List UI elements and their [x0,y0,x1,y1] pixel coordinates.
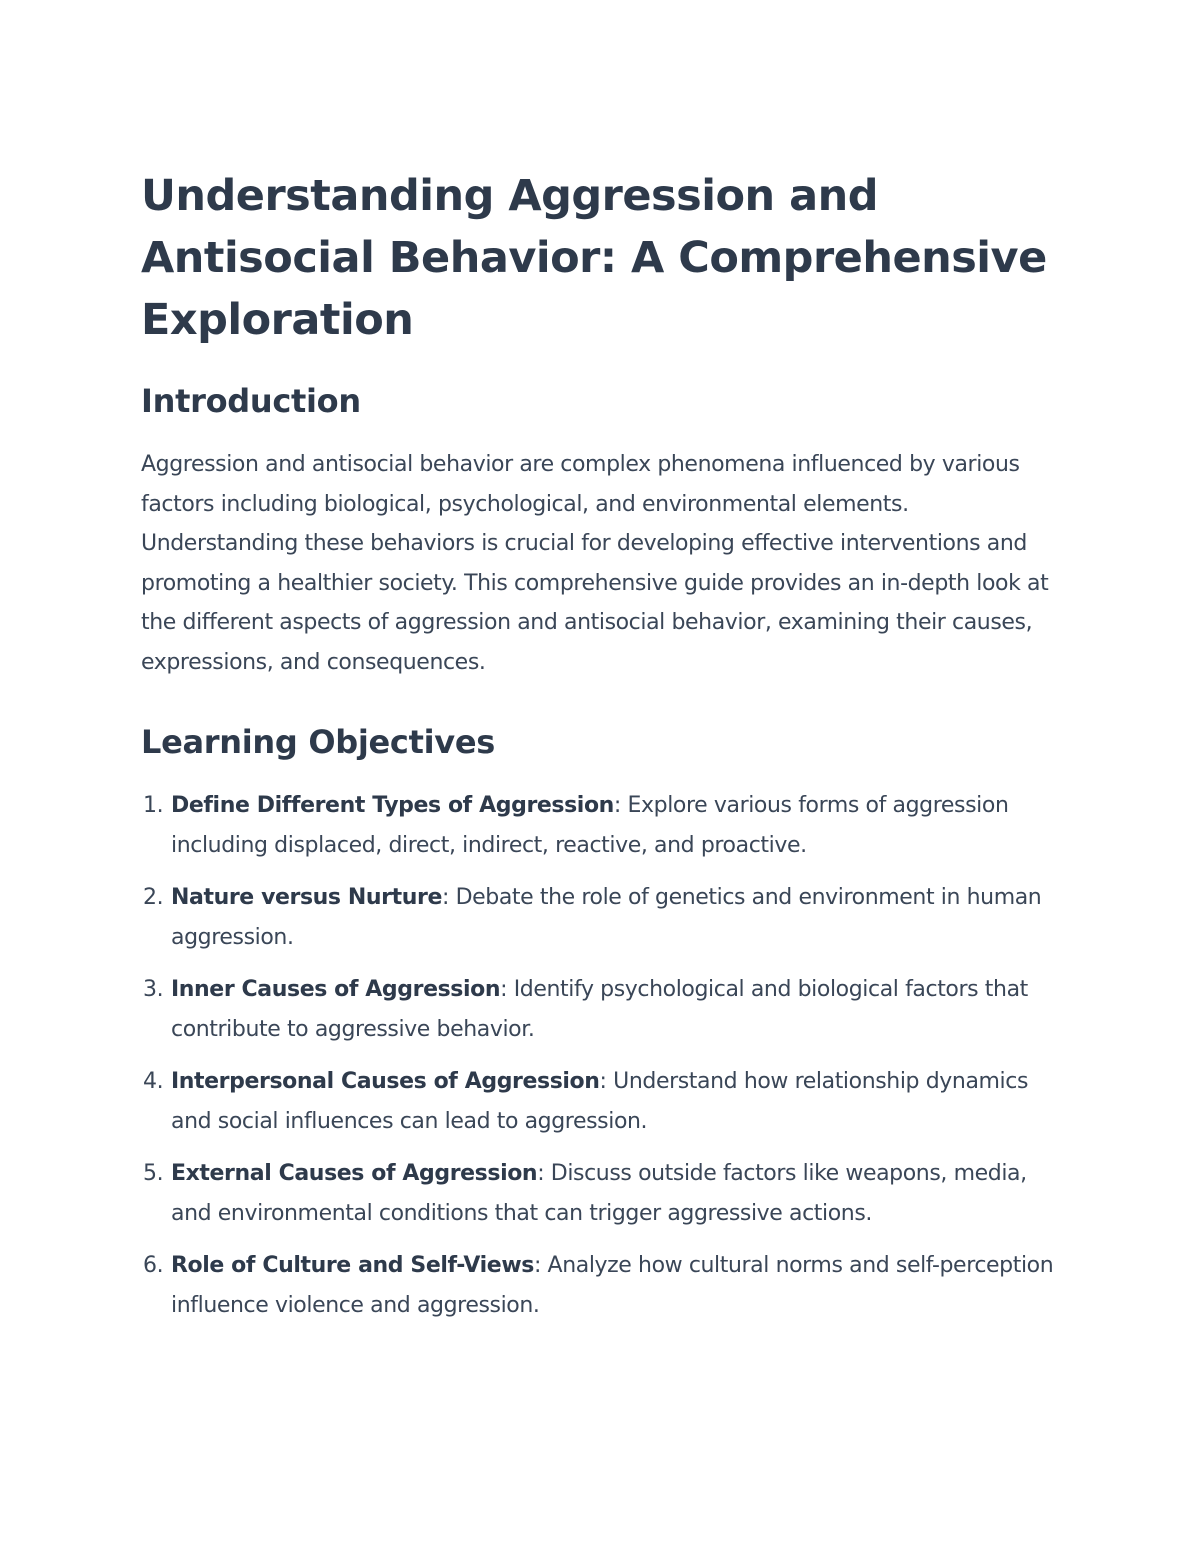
objectives-heading: Learning Objectives [141,723,495,761]
list-item-number: 3. [143,977,164,1002]
introduction-paragraph: Aggression and antisocial behavior are complex phenomena influenced by various factors including biological, psychological, and environmental elements. Understanding these behaviors is crucial for developing effective interventions and promoting a healthier society. This comprehensive guide provides an in-depth look at the different aspects of aggression and antisocial behavior, examining their causes, expressions, and consequences. [141,452,1049,675]
list-item [141,878,1066,957]
introduction-section [141,379,1066,682]
list-item [141,1246,1066,1325]
list-item-term: Role of Culture and Self-Views [171,1253,534,1278]
list-item [141,970,1066,1049]
list-item-term: Inner Causes of Aggression [171,977,501,1002]
list-item-text: : Debate the role of genetics and environment in human aggression. [171,885,1042,950]
list-item-term: Define Different Types of Aggression [171,793,614,818]
list-item-term: Interpersonal Causes of Aggression [171,1069,600,1094]
list-item-number: 1. [143,793,164,818]
list-item-text: : Identify psychological and biological factors that contribute to aggressive behavior. [171,977,1028,1042]
list-item-number: 5. [143,1161,164,1186]
list-item-term: Nature versus Nurture [171,885,442,910]
list-item [141,1154,1066,1233]
objectives-list [141,786,1066,1325]
list-item-text: : Explore various forms of aggression including displaced, direct, indirect, reactive, and proactive. [171,793,1009,858]
list-item-text: : Analyze how cultural norms and self-perception influence violence and aggression. [171,1253,1054,1318]
introduction-heading: Introduction [141,382,361,420]
objectives-section [141,720,1066,1325]
list-item [141,1062,1066,1141]
list-item-number: 4. [143,1069,164,1094]
list-item-text: : Understand how relationship dynamics and social influences can lead to aggression. [171,1069,1029,1134]
document-title: Understanding Aggression and Antisocial Behavior: A Comprehensive Exploration [141,171,1047,345]
list-item-number: 2. [143,885,164,910]
list-item-term: External Causes of Aggression [171,1161,538,1186]
list-item-text: : Discuss outside factors like weapons, media, and environmental conditions that can trigger aggressive actions. [171,1161,1027,1226]
list-item-number: 6. [143,1253,164,1278]
document-page [141,165,1066,1338]
list-item [141,786,1066,865]
